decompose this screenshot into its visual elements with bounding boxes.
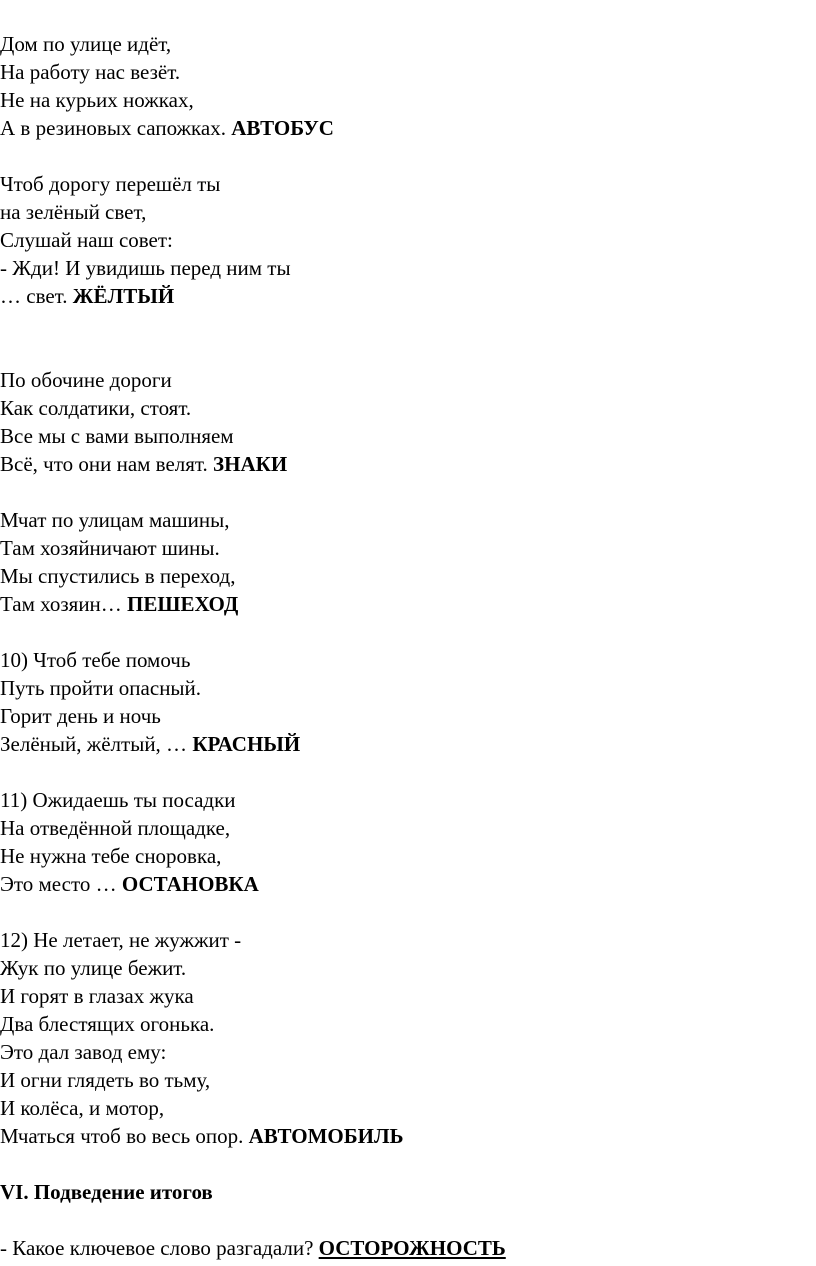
spacer <box>0 338 816 366</box>
riddle-line-text: Всё, что они нам велят. <box>0 452 214 476</box>
riddle-znaki <box>0 366 816 478</box>
section-heading: VI. Подведение итогов <box>0 1180 213 1204</box>
riddle-line: 12) Не летает, не жужжит - <box>0 928 242 952</box>
riddle-last-line <box>0 450 816 478</box>
riddle-last-line <box>0 870 816 898</box>
riddle-zheltyi <box>0 170 816 310</box>
riddle-line: Чтоб дорогу перешёл ты <box>0 172 221 196</box>
riddle-answer: АВТОМОБИЛЬ <box>248 1124 404 1148</box>
riddle-line: Все мы с вами выполняем <box>0 424 234 448</box>
spacer <box>0 142 816 170</box>
spacer <box>0 758 816 786</box>
riddle-line: Это дал завод ему: <box>0 1040 167 1064</box>
spacer <box>0 1150 816 1178</box>
spacer <box>0 310 816 338</box>
spacer <box>0 898 816 926</box>
riddle-ostanovka <box>0 786 816 898</box>
riddle-line: Горит день и ночь <box>0 704 161 728</box>
riddle-answer: КРАСНЫЙ <box>192 732 301 756</box>
riddle-last-line <box>0 114 816 142</box>
riddle-answer: ЗНАКИ <box>213 452 288 476</box>
riddle-line: Путь пройти опасный. <box>0 676 202 700</box>
riddle-line: На работу нас везёт. <box>0 60 181 84</box>
riddle-line: на зелёный свет, <box>0 200 147 224</box>
riddle-line: Там хозяйничают шины. <box>0 536 220 560</box>
riddle-last-line <box>0 590 816 618</box>
riddle-line: Два блестящих огонька. <box>0 1012 215 1036</box>
spacer <box>0 478 816 506</box>
riddle-line: Мчат по улицам машины, <box>0 508 230 532</box>
riddle-answer: ЖЁЛТЫЙ <box>72 284 175 308</box>
document-page <box>0 30 816 1262</box>
riddle-line-text: Зелёный, жёлтый, … <box>0 732 193 756</box>
riddle-line: По обочине дороги <box>0 368 172 392</box>
riddle-avtomobil <box>0 926 816 1150</box>
riddle-line: - Жди! И увидишь перед ним ты <box>0 256 291 280</box>
riddle-line: Жук по улице бежит. <box>0 956 187 980</box>
riddle-avtobus <box>0 30 816 142</box>
riddle-last-line <box>0 282 816 310</box>
riddle-line: На отведённой площадке, <box>0 816 231 840</box>
final-question-line <box>0 1234 816 1262</box>
riddle-answer: ОСТАНОВКА <box>121 872 259 896</box>
final-answer: ОСТОРОЖНОСТЬ <box>318 1236 506 1260</box>
riddle-answer: АВТОБУС <box>231 116 334 140</box>
riddle-line: Не нужна тебе сноровка, <box>0 844 222 868</box>
spacer <box>0 618 816 646</box>
riddle-line-text: А в резиновых сапожках. <box>0 116 232 140</box>
riddle-line-text: … свет. <box>0 284 73 308</box>
riddle-line-text: Это место … <box>0 872 122 896</box>
riddle-peshekhod <box>0 506 816 618</box>
riddle-line: Как солдатики, стоят. <box>0 396 192 420</box>
riddle-answer: ПЕШЕХОД <box>127 592 239 616</box>
riddle-line: И колёса, и мотор, <box>0 1096 165 1120</box>
spacer <box>0 1206 816 1234</box>
riddle-line: 11) Ожидаешь ты посадки <box>0 788 236 812</box>
riddle-line: 10) Чтоб тебе помочь <box>0 648 191 672</box>
riddle-line-text: Мчаться чтоб во весь опор. <box>0 1124 249 1148</box>
riddle-line: И огни глядеть во тьму, <box>0 1068 211 1092</box>
riddle-last-line <box>0 1122 816 1150</box>
riddle-line: И горят в глазах жука <box>0 984 194 1008</box>
riddle-krasnyi <box>0 646 816 758</box>
riddle-last-line <box>0 730 816 758</box>
riddle-line: Дом по улице идёт, <box>0 32 172 56</box>
riddle-line: Слушай наш совет: <box>0 228 173 252</box>
riddle-line-text: Там хозяин… <box>0 592 128 616</box>
riddle-line: Не на курьих ножках, <box>0 88 194 112</box>
riddle-line: Мы спустились в переход, <box>0 564 236 588</box>
final-question: - Какое ключевое слово разгадали? <box>0 1236 319 1260</box>
